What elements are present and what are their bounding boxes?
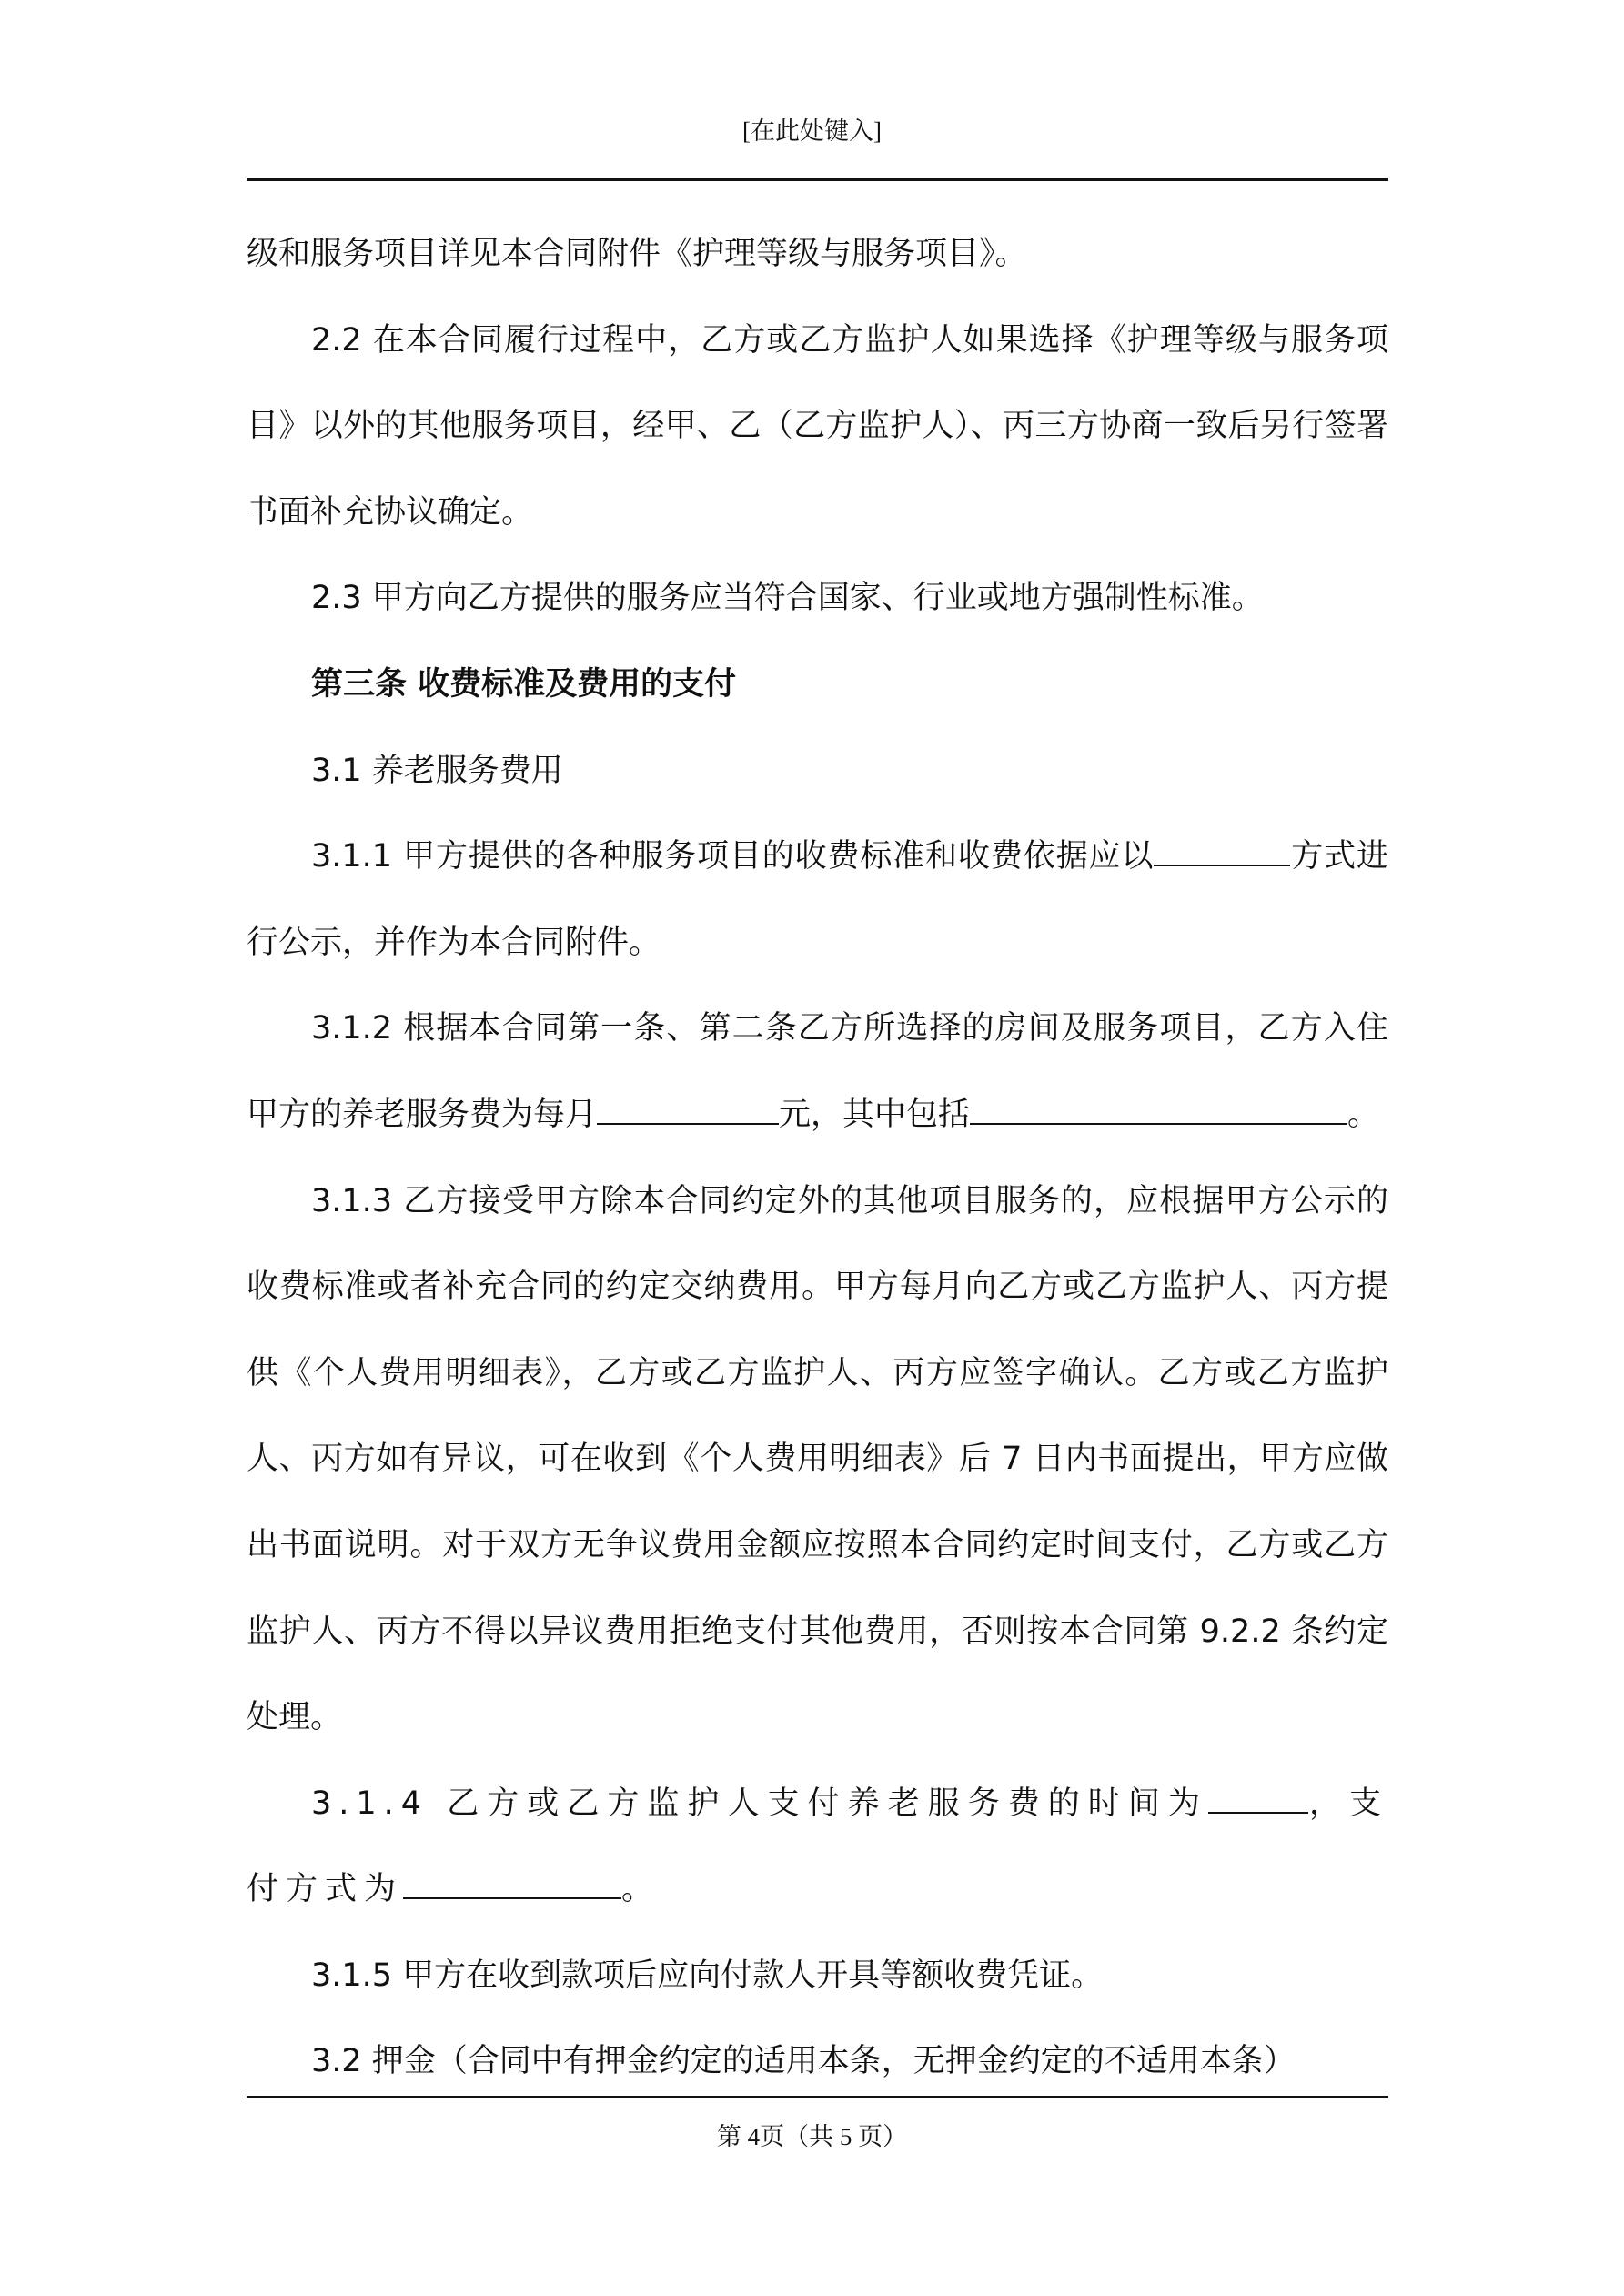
paragraph-service-items-continued: 级和服务项目详见本合同附件《护理等级与服务项目》。 xyxy=(247,236,1027,272)
payment-method-blank xyxy=(403,1870,621,1899)
paragraph-3-1-4-end: 。 xyxy=(621,1871,661,1908)
page-header: [在此处键入] xyxy=(742,117,882,145)
paragraph-3-1-2-mid: 元，其中包括 xyxy=(779,1096,971,1133)
paragraph-3-1: 3.1 养老服务费用 xyxy=(311,752,563,789)
paragraph-3-1-1-lead: 3.1.1 甲方提供的各种服务项目的收费标准和收费依据应以 xyxy=(311,838,1155,875)
paragraph-2-3: 2.3 甲方向乙方提供的服务应当符合国家、行业或地方强制性标准。 xyxy=(311,580,1264,617)
paragraph-3-1-4-mid: ，支付方式为 xyxy=(247,1785,1388,1908)
paragraph-2-2: 2.2 在本合同履行过程中，乙方或乙方监护人如果选择《护理等级与服务项目》以外的其他服务项目，经甲、乙（乙方监护人）、丙三方协商一致后另行签署书面补充协议确定。 xyxy=(247,321,1388,531)
paragraph-3-1-2-end: 。 xyxy=(1347,1096,1380,1133)
fee-includes-blank xyxy=(970,1096,1347,1125)
footer-rule xyxy=(247,2096,1388,2098)
paragraph-3-1-3: 3.1.3 乙方接受甲方除本合同约定外的其他项目服务的，应根据甲方公示的收费标准或者补充合同的约定交纳费用。甲方每月向乙方或乙方监护人、丙方提供《个人费用明细表》，乙方或乙方监护人、丙方应签字确认。乙方或乙方监护人、丙方如有异议，可在收到《个人费用明细表》后 7 日内书面提出，甲方应做出书面说明。对于双方无争议费用金额应按照本合同约定时间支付，乙方或乙方监护人、丙方不得以异议费用拒绝支付其他费用，否则按本合同第 9.2.2 条约定处理。 xyxy=(247,1182,1388,1736)
publicity-method-blank xyxy=(1154,837,1290,866)
payment-time-blank xyxy=(1208,1785,1308,1814)
document-body xyxy=(247,211,1388,2105)
paragraph-3-1-2 xyxy=(247,986,1388,1158)
paragraph-3-1-2-lead: 3.1.2 根据本合同第一条、第二条乙方所选择的房间及服务项目，乙方入住甲方的养老服务费为每月 xyxy=(247,1010,1388,1133)
page-footer: 第 4页（共 5 页） xyxy=(716,2123,908,2150)
paragraph-3-1-4-lead: 3.1.4 乙方或乙方监护人支付养老服务费的时间为 xyxy=(311,1785,1208,1822)
paragraph-3-1-4 xyxy=(247,1761,1388,1933)
paragraph-3-1-5: 3.1.5 甲方在收到款项后应向付款人开具等额收费凭证。 xyxy=(311,1957,1104,1994)
section-heading-article-3: 第三条 收费标准及费用的支付 xyxy=(311,665,737,703)
monthly-fee-blank xyxy=(597,1096,779,1125)
paragraph-3-1-1 xyxy=(247,814,1388,986)
header-rule xyxy=(247,178,1388,181)
paragraph-3-1-1-tail: 方式进行公示，并作为本合同附件。 xyxy=(247,838,1388,961)
paragraph-3-2: 3.2 押金（合同中有押金约定的适用本条，无押金约定的不适用本条） xyxy=(311,2043,1296,2080)
